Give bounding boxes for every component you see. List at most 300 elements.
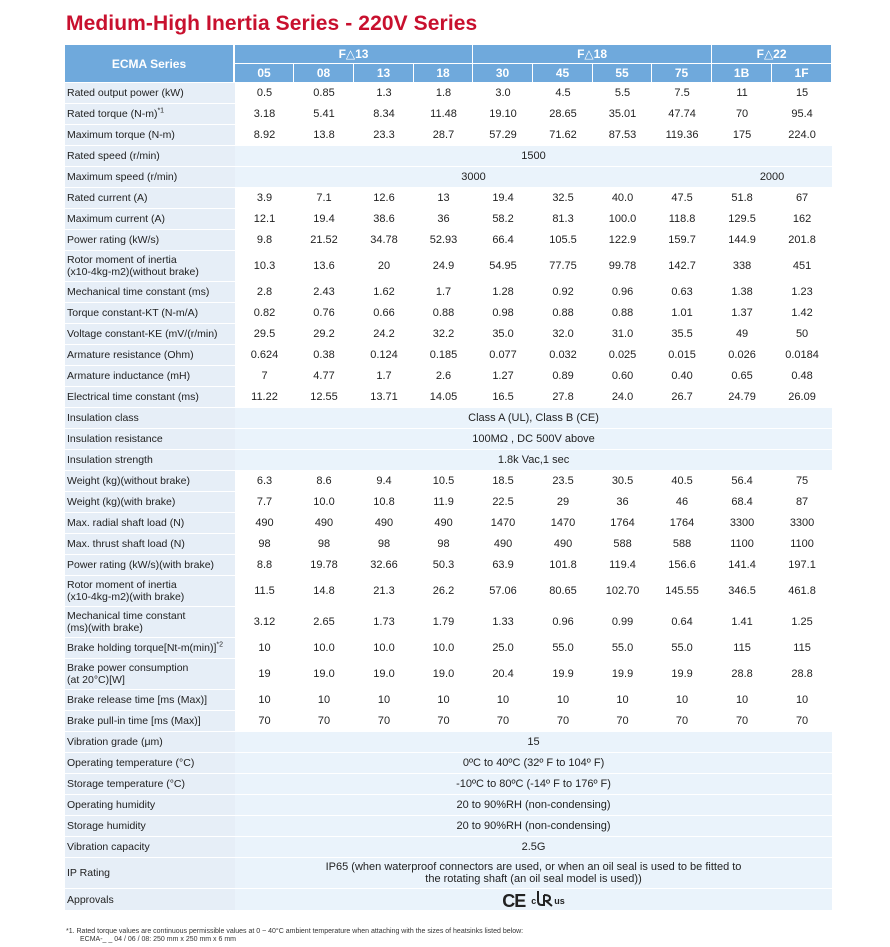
table-cell: 13.6 [294, 251, 354, 281]
table-cell: 10 [414, 690, 473, 710]
table-cell: 28.8 [772, 659, 832, 689]
table-cell: 55.0 [533, 638, 593, 658]
table-row [65, 858, 832, 888]
table-cell: 7.1 [294, 188, 354, 208]
table-cell: 3.12 [235, 607, 294, 637]
table-cell: 346.5 [712, 576, 772, 606]
table-cell: 162 [772, 209, 832, 229]
row-label-text: Insulation resistance [67, 433, 163, 445]
table-cell: 99.78 [593, 251, 652, 281]
row-label [65, 492, 235, 512]
table-cell: 12.55 [294, 387, 354, 407]
table-cell: 10 [473, 690, 533, 710]
table-cell: 10.0 [294, 638, 354, 658]
row-label [65, 125, 235, 145]
table-row [65, 303, 832, 323]
table-cell: 490 [414, 513, 473, 533]
table-cell: 122.9 [593, 230, 652, 250]
table-cell: 19.0 [294, 659, 354, 689]
cell-text: the rotating shaft (an oil seal model is used)) [425, 873, 642, 885]
row-label [65, 638, 235, 658]
table-cell: 1.25 [772, 607, 832, 637]
page-title: Medium-High Inertia Series - 220V Series [66, 12, 478, 35]
table-row [65, 795, 832, 815]
table-row [65, 513, 832, 533]
row-label-text: Rated current (A) [67, 192, 148, 204]
row-label-text: Power rating (kW/s) [67, 234, 160, 246]
row-label-text: Rated output power (kW) [67, 87, 184, 99]
row-label-text: Max. thrust shaft load (N) [67, 538, 185, 550]
table-row [65, 837, 832, 857]
table-cell: 19 [235, 659, 294, 689]
table-cell: 1.23 [772, 282, 832, 302]
row-label-text: (x10-4kg-m2)(without brake) [67, 266, 199, 278]
row-label [65, 774, 235, 794]
table-cell [235, 795, 832, 815]
table-cell: 0.124 [354, 345, 414, 365]
table-cell: 0.026 [712, 345, 772, 365]
table-cell: 19.78 [294, 555, 354, 575]
table-cell: 10 [712, 690, 772, 710]
table-cell: 24.2 [354, 324, 414, 344]
table-cell: 1470 [473, 513, 533, 533]
approvals-cell [235, 889, 832, 910]
table-cell: 32.5 [533, 188, 593, 208]
table-cell: 28.7 [414, 125, 473, 145]
row-label [65, 659, 235, 689]
row-label [65, 576, 235, 606]
table-row [65, 104, 832, 124]
table-cell: 32.66 [354, 555, 414, 575]
row-label-text: Insulation strength [67, 454, 153, 466]
table-cell: 7.7 [235, 492, 294, 512]
row-label [65, 816, 235, 836]
row-label-text: Brake power consumption [67, 662, 189, 674]
table-row [65, 753, 832, 773]
row-label-text: Electrical time constant (ms) [67, 391, 199, 403]
table-cell: 1.41 [712, 607, 772, 637]
table-cell: 50.3 [414, 555, 473, 575]
table-cell: 1.79 [414, 607, 473, 637]
group-header: F△22 [712, 45, 832, 63]
table-cell: 30.5 [593, 471, 652, 491]
table-row [65, 83, 832, 103]
table-cell: 12.1 [235, 209, 294, 229]
footnote-marker: *2 [216, 641, 224, 649]
table-cell: 23.3 [354, 125, 414, 145]
table-cell: 27.8 [533, 387, 593, 407]
cell-text: 100MΩ , DC 500V above [472, 433, 595, 445]
table-cell: 1.28 [473, 282, 533, 302]
table-row [65, 429, 832, 449]
table-cell: 52.93 [414, 230, 473, 250]
model-header: 05 [235, 64, 294, 82]
row-label [65, 429, 235, 449]
table-cell: 16.5 [473, 387, 533, 407]
table-cell: 105.5 [533, 230, 593, 250]
row-label-text: (at 20°C)[W] [67, 674, 125, 686]
row-label [65, 889, 235, 910]
table-row [65, 889, 832, 910]
model-header: 75 [652, 64, 712, 82]
model-header: 08 [294, 64, 354, 82]
table-cell: 47.5 [652, 188, 712, 208]
table-cell: 55.0 [652, 638, 712, 658]
footnote-line: *1. Rated torque values are continuous permissible values at 0 ~ 40°C ambient temperature when attaching with the sizes of heatsinks listed below: [66, 928, 524, 935]
table-cell: 32.0 [533, 324, 593, 344]
table-cell: 490 [294, 513, 354, 533]
table-cell: 13.71 [354, 387, 414, 407]
ce-mark-icon: CE [502, 891, 526, 911]
table-cell: 10 [652, 690, 712, 710]
row-label-text: Rated speed (r/min) [67, 150, 160, 162]
table-cell: 70 [354, 711, 414, 731]
table-cell: 10.0 [354, 638, 414, 658]
table-cell: 129.5 [712, 209, 772, 229]
row-label-text: (ms)(with brake) [67, 622, 143, 634]
table-cell: 70 [473, 711, 533, 731]
table-cell: 34.78 [354, 230, 414, 250]
row-label-text: Voltage constant-KE (mV/(r/min) [67, 328, 218, 340]
row-label [65, 795, 235, 815]
table-cell: 10 [593, 690, 652, 710]
row-label [65, 408, 235, 428]
cell-text: -10ºC to 80ºC (-14º F to 176º F) [456, 778, 611, 790]
row-label [65, 534, 235, 554]
table-cell: 10.3 [235, 251, 294, 281]
ul-mark-icon [531, 889, 565, 907]
table-cell: 490 [235, 513, 294, 533]
row-label-text: Vibration capacity [67, 841, 150, 853]
cell-text: 0ºC to 40ºC (32º F to 104º F) [462, 757, 605, 769]
table-row [65, 774, 832, 794]
row-label-text: Storage humidity [67, 820, 146, 832]
table-cell: 588 [593, 534, 652, 554]
table-cell: 35.5 [652, 324, 712, 344]
row-label [65, 209, 235, 229]
table-cell: 0.624 [235, 345, 294, 365]
table-cell [235, 450, 832, 470]
table-cell: 1.38 [712, 282, 772, 302]
cell-text: 20 to 90%RH (non-condensing) [456, 820, 611, 832]
group-header: F△13 [235, 45, 473, 63]
table-cell: 56.4 [712, 471, 772, 491]
table-cell: 54.95 [473, 251, 533, 281]
table-cell: 20.4 [473, 659, 533, 689]
table-cell [235, 816, 832, 836]
row-label-text: Power rating (kW/s)(with brake) [67, 559, 215, 571]
table-cell: 19.9 [533, 659, 593, 689]
table-cell: 51.8 [712, 188, 772, 208]
table-row [65, 638, 832, 658]
table-cell: 10.8 [354, 492, 414, 512]
row-label [65, 146, 235, 166]
table-row [65, 282, 832, 302]
table-cell: 36 [593, 492, 652, 512]
table-cell: 224.0 [772, 125, 832, 145]
table-cell: 19.9 [593, 659, 652, 689]
table-cell [235, 732, 832, 752]
table-cell: 0.64 [652, 607, 712, 637]
row-label-text: IP Rating [67, 867, 110, 879]
table-cell: 10 [235, 690, 294, 710]
table-cell: 115 [712, 638, 772, 658]
table-cell: 1100 [712, 534, 772, 554]
row-label-text: Maximum current (A) [67, 213, 166, 225]
row-label-text: Max. radial shaft load (N) [67, 517, 185, 529]
table-cell [235, 753, 832, 773]
row-label-text: Maximum speed (r/min) [67, 171, 178, 183]
table-cell: 70 [593, 711, 652, 731]
cell-text: IP65 (when waterproof connectors are used, or when an oil seal is used to be fitted to [325, 861, 742, 873]
table-cell: 70 [235, 711, 294, 731]
table-cell: 0.96 [533, 607, 593, 637]
table-cell: 10 [235, 638, 294, 658]
table-row [65, 555, 832, 575]
table-cell: 145.55 [652, 576, 712, 606]
table-cell: 68.4 [712, 492, 772, 512]
table-cell: 1.27 [473, 366, 533, 386]
table-cell: 14.8 [294, 576, 354, 606]
table-cell: 98 [294, 534, 354, 554]
table-cell: 19.4 [473, 188, 533, 208]
table-cell: 35.01 [593, 104, 652, 124]
row-label-text: Rotor moment of inertia [67, 579, 177, 591]
table-cell: 75 [772, 471, 832, 491]
row-label [65, 104, 235, 124]
row-label [65, 607, 235, 637]
row-label [65, 837, 235, 857]
table-cell: 87 [772, 492, 832, 512]
table-cell: 1764 [593, 513, 652, 533]
table-cell: 3300 [712, 513, 772, 533]
row-label [65, 732, 235, 752]
table-row [65, 230, 832, 250]
table-cell: 18.5 [473, 471, 533, 491]
row-label [65, 251, 235, 281]
table-cell: 142.7 [652, 251, 712, 281]
ul-c-text: c [531, 896, 537, 906]
table-cell: 102.70 [593, 576, 652, 606]
table-cell: 24.79 [712, 387, 772, 407]
row-label [65, 387, 235, 407]
table-cell: 21.3 [354, 576, 414, 606]
table-cell: 8.8 [235, 555, 294, 575]
spec-body [65, 83, 832, 910]
table-cell: 0.85 [294, 83, 354, 103]
table-cell: 1.8 [414, 83, 473, 103]
row-label [65, 167, 235, 187]
table-cell: 11.9 [414, 492, 473, 512]
row-label [65, 753, 235, 773]
row-label [65, 690, 235, 710]
row-label-text: Maximum torque (N-m) [67, 129, 175, 141]
table-row [65, 125, 832, 145]
group-header: F△18 [473, 45, 712, 63]
table-cell: 0.89 [533, 366, 593, 386]
row-label [65, 303, 235, 323]
table-cell [235, 858, 832, 888]
table-cell: 119.36 [652, 125, 712, 145]
table-row [65, 659, 832, 689]
table-cell: 10 [533, 690, 593, 710]
table-cell: 156.6 [652, 555, 712, 575]
table-cell: 31.0 [593, 324, 652, 344]
table-row [65, 607, 832, 637]
table-cell: 70 [712, 711, 772, 731]
table-row [65, 345, 832, 365]
row-label-text: Rated torque (N-m) [67, 108, 158, 120]
table-row [65, 816, 832, 836]
table-cell: 3000 [235, 167, 712, 187]
row-label-text: Brake holding torque[Nt-m(min)] [67, 642, 217, 654]
table-cell: 95.4 [772, 104, 832, 124]
table-cell: 0.015 [652, 345, 712, 365]
row-label-text: Weight (kg)(without brake) [67, 475, 190, 487]
table-cell: 10 [294, 690, 354, 710]
table-cell: 338 [712, 251, 772, 281]
table-cell: 490 [354, 513, 414, 533]
cell-text: 2.5G [521, 841, 546, 853]
table-cell: 20 [354, 251, 414, 281]
table-cell: 11.48 [414, 104, 473, 124]
table-row [65, 366, 832, 386]
table-cell: 26.7 [652, 387, 712, 407]
table-cell: 70 [533, 711, 593, 731]
table-cell: 1.42 [772, 303, 832, 323]
table-row [65, 690, 832, 710]
table-cell: 4.77 [294, 366, 354, 386]
table-cell: 0.077 [473, 345, 533, 365]
table-cell: 63.9 [473, 555, 533, 575]
row-label [65, 282, 235, 302]
table-cell: 98 [414, 534, 473, 554]
table-row [65, 492, 832, 512]
table-row [65, 167, 832, 187]
table-row [65, 471, 832, 491]
table-cell: 28.65 [533, 104, 593, 124]
table-cell: 2.43 [294, 282, 354, 302]
row-label-text: Operating humidity [67, 799, 156, 811]
table-cell: 10.0 [414, 638, 473, 658]
model-header: 1B [712, 64, 772, 82]
table-cell: 1.01 [652, 303, 712, 323]
table-cell: 19.9 [652, 659, 712, 689]
table-cell: 70 [652, 711, 712, 731]
table-cell: 13 [414, 188, 473, 208]
table-cell: 11.5 [235, 576, 294, 606]
table-cell: 38.6 [354, 209, 414, 229]
table-cell: 6.3 [235, 471, 294, 491]
table-row [65, 146, 832, 166]
table-cell: 9.8 [235, 230, 294, 250]
row-label-text: Brake release time [ms (Max)] [67, 694, 208, 706]
table-cell: 0.76 [294, 303, 354, 323]
row-label [65, 366, 235, 386]
table-cell: 7 [235, 366, 294, 386]
table-cell: 46 [652, 492, 712, 512]
table-row [65, 209, 832, 229]
table-cell: 4.5 [533, 83, 593, 103]
row-label [65, 83, 235, 103]
table-cell: 24.9 [414, 251, 473, 281]
table-cell: 81.3 [533, 209, 593, 229]
table-cell: 40.0 [593, 188, 652, 208]
table-cell: 0.48 [772, 366, 832, 386]
row-label-text: Vibration grade (μm) [67, 736, 163, 748]
table-cell: 0.82 [235, 303, 294, 323]
table-cell: 11 [712, 83, 772, 103]
table-cell: 3300 [772, 513, 832, 533]
table-cell: 101.8 [533, 555, 593, 575]
table-cell: 461.8 [772, 576, 832, 606]
table-cell: 28.8 [712, 659, 772, 689]
table-cell: 77.75 [533, 251, 593, 281]
table-cell: 2000 [712, 167, 832, 187]
table-row [65, 387, 832, 407]
table-cell: 0.5 [235, 83, 294, 103]
table-cell: 0.99 [593, 607, 652, 637]
table-cell: 98 [354, 534, 414, 554]
row-label-text: Torque constant-KT (N-m/A) [67, 307, 199, 319]
table-cell: 7.5 [652, 83, 712, 103]
table-cell: 66.4 [473, 230, 533, 250]
table-cell: 29.5 [235, 324, 294, 344]
table-cell: 1.7 [414, 282, 473, 302]
table-cell: 5.41 [294, 104, 354, 124]
table-cell: 2.65 [294, 607, 354, 637]
cell-text: 20 to 90%RH (non-condensing) [456, 799, 611, 811]
table-cell: 26.09 [772, 387, 832, 407]
spec-table [65, 44, 832, 911]
row-label-text: Armature resistance (Ohm) [67, 349, 194, 361]
model-header: 30 [473, 64, 533, 82]
table-cell: 0.0184 [772, 345, 832, 365]
footnote-line: ECMA-_ _ 04 / 06 / 08: 250 mm x 250 mm x 6 mm [80, 936, 236, 943]
table-cell: 1.3 [354, 83, 414, 103]
table-cell: 21.52 [294, 230, 354, 250]
table-cell: 10 [772, 690, 832, 710]
table-cell: 1470 [533, 513, 593, 533]
table-row [65, 450, 832, 470]
table-cell: 144.9 [712, 230, 772, 250]
row-label-text: Mechanical time constant (ms) [67, 286, 210, 298]
table-cell: 0.40 [652, 366, 712, 386]
row-label-text: Armature inductance (mH) [67, 370, 191, 382]
table-cell: 0.88 [414, 303, 473, 323]
table-cell: 24.0 [593, 387, 652, 407]
table-cell: 87.53 [593, 125, 652, 145]
table-cell: 119.4 [593, 555, 652, 575]
table-cell: 19.4 [294, 209, 354, 229]
table-cell: 0.60 [593, 366, 652, 386]
table-cell: 3.0 [473, 83, 533, 103]
row-label [65, 471, 235, 491]
row-label [65, 513, 235, 533]
table-cell: 115 [772, 638, 832, 658]
table-cell: 0.65 [712, 366, 772, 386]
row-label [65, 450, 235, 470]
row-label [65, 345, 235, 365]
row-label-text: Brake pull-in time [ms (Max)] [67, 715, 201, 727]
table-cell: 19.0 [414, 659, 473, 689]
certification-marks [502, 889, 565, 911]
row-label-text: Storage temperature (°C) [67, 778, 185, 790]
table-cell: 25.0 [473, 638, 533, 658]
table-cell: 35.0 [473, 324, 533, 344]
cell-text: 15 [527, 736, 540, 748]
table-cell: 32.2 [414, 324, 473, 344]
